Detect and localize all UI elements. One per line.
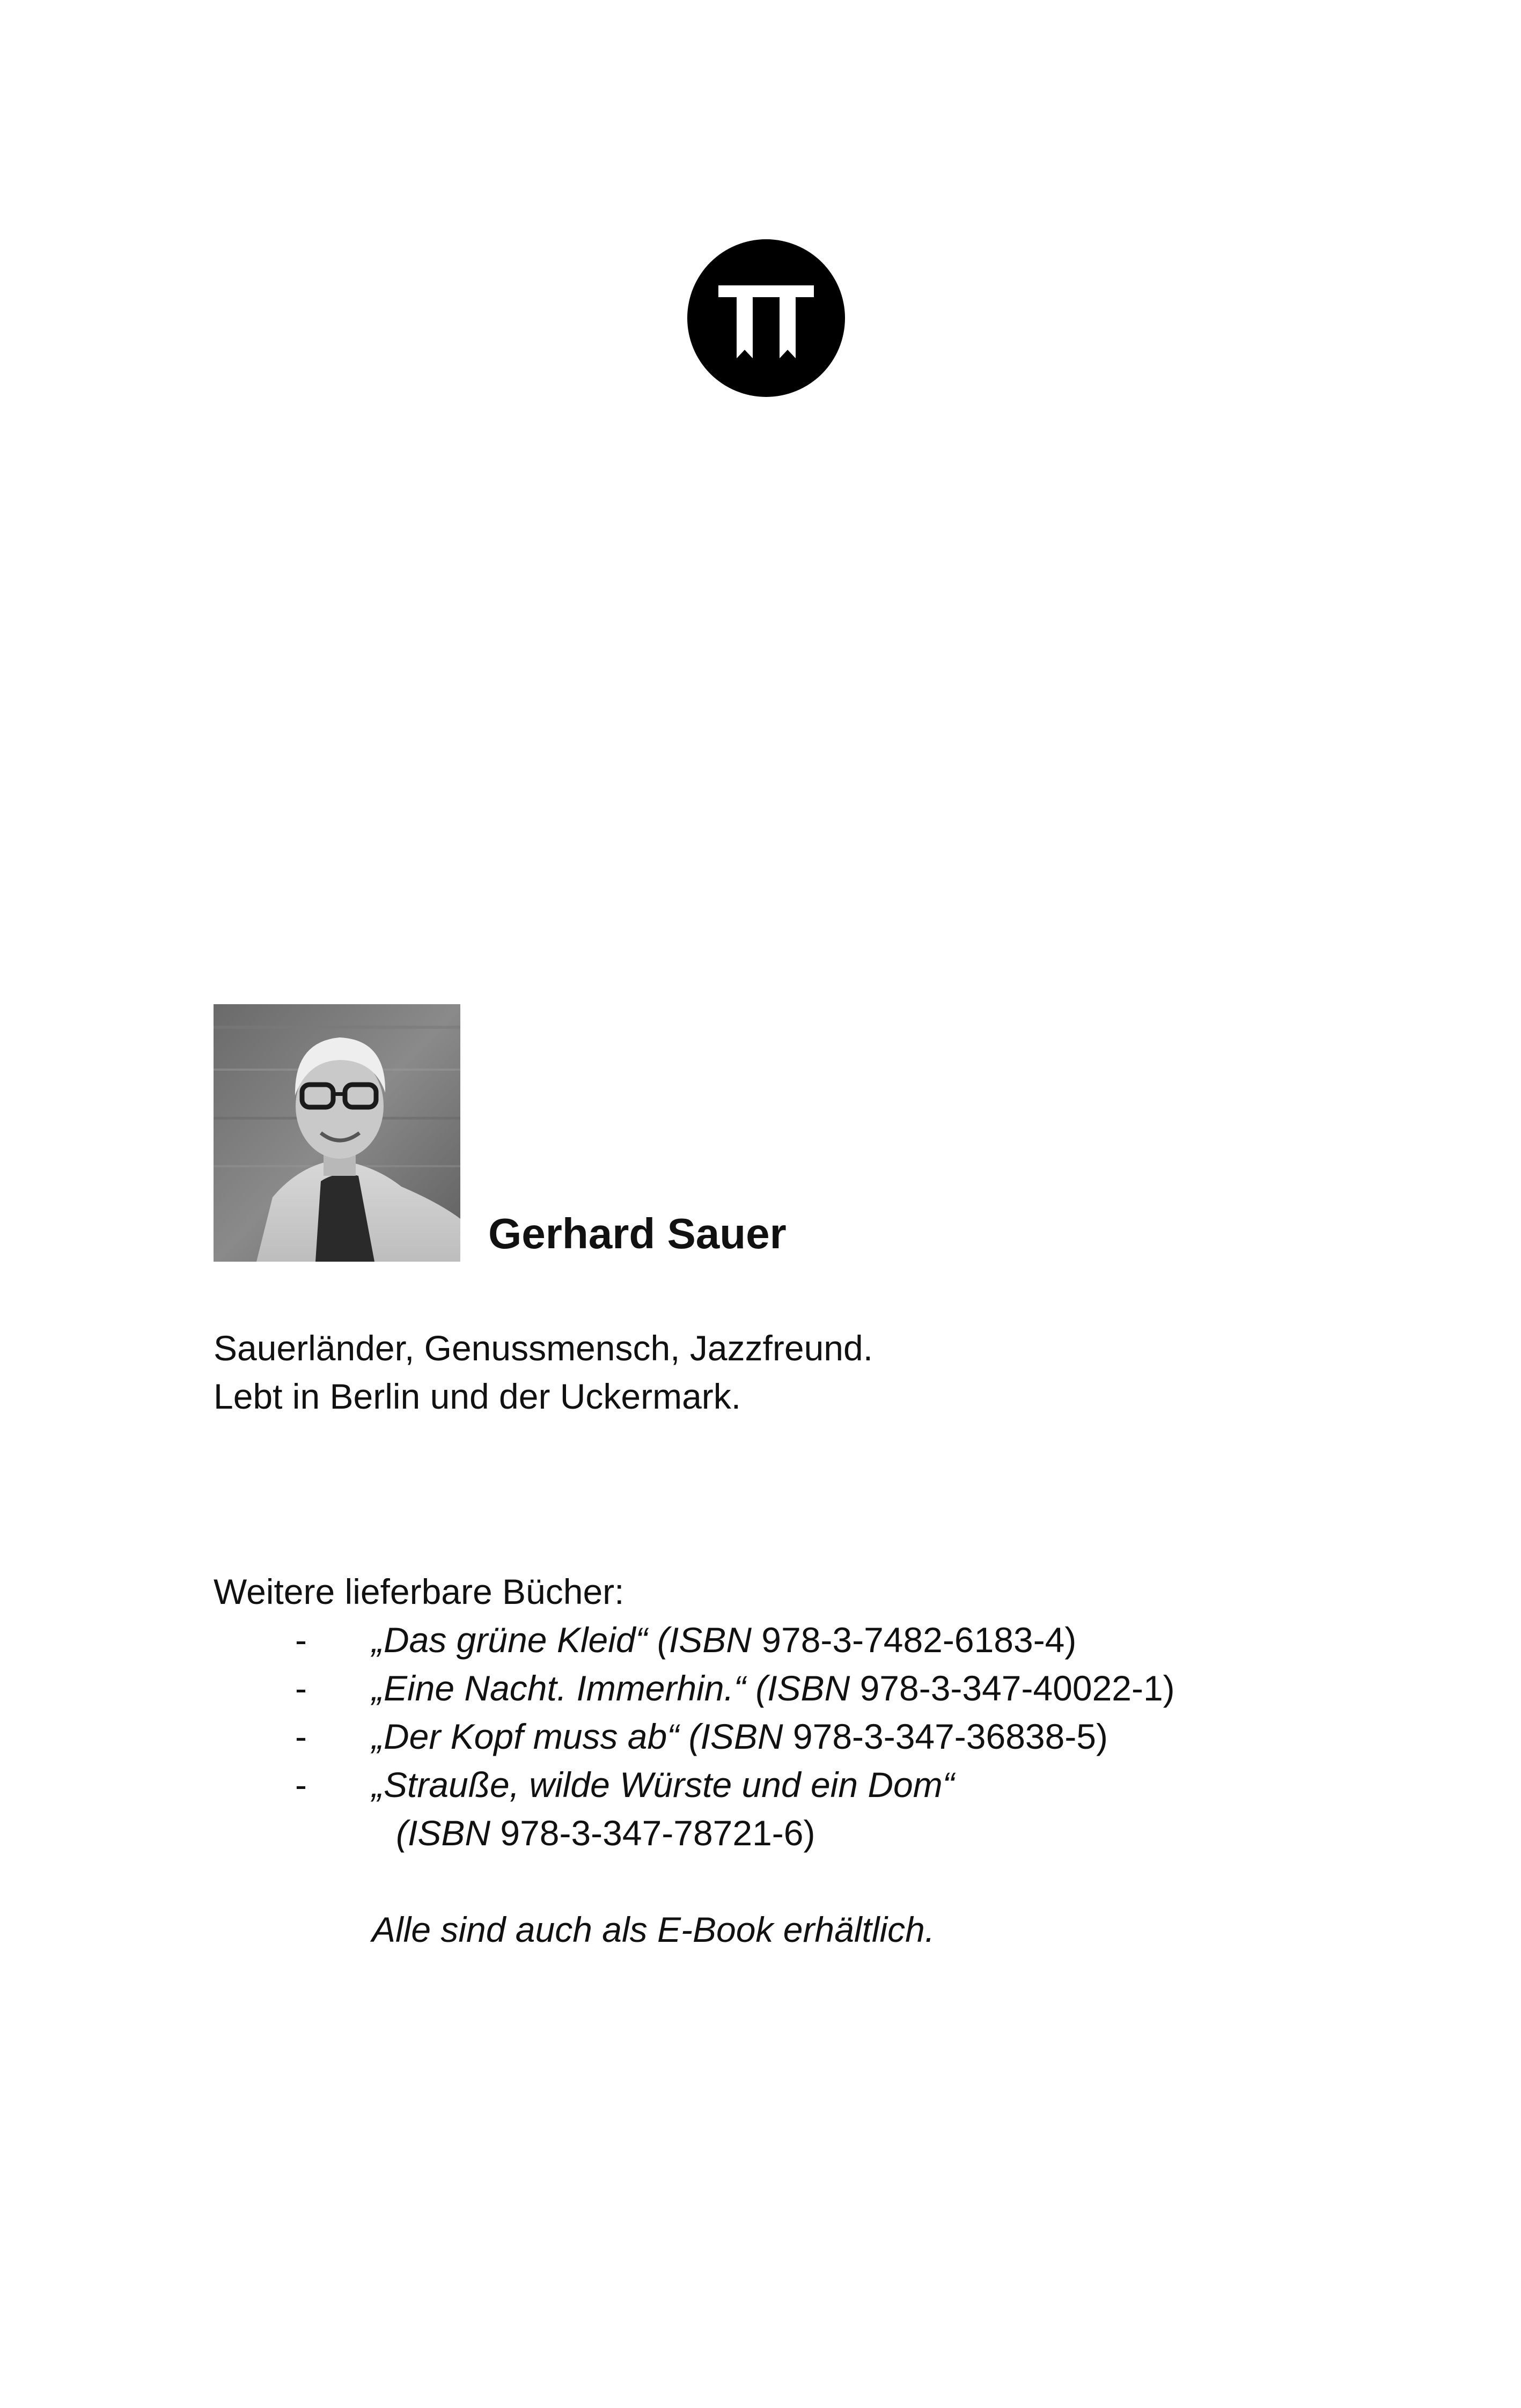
list-dash: -	[295, 1717, 307, 1756]
author-name: Gerhard Sauer	[488, 1210, 787, 1257]
book-list	[214, 1616, 1175, 1857]
isbn-label: (ISBN	[396, 1813, 491, 1853]
publisher-logo-icon	[687, 239, 845, 397]
book-title: „Der Kopf muss ab“	[372, 1717, 679, 1756]
list-item	[214, 1616, 1175, 1664]
list-dash: -	[295, 1668, 307, 1708]
bio-line: Sauerländer, Genussmensch, Jazzfreund.	[214, 1328, 873, 1368]
list-dash: -	[295, 1765, 307, 1805]
list-item	[214, 1664, 1175, 1712]
book-title: „Das grüne Kleid“	[372, 1620, 648, 1660]
isbn-label: (ISBN	[688, 1717, 783, 1756]
isbn-number: 978-3-7482-6183-4)	[761, 1620, 1077, 1660]
book-title: „Eine Nacht. Immerhin.“	[372, 1668, 746, 1708]
isbn-label: (ISBN	[755, 1668, 850, 1708]
isbn-number: 978-3-347-36838-5)	[792, 1717, 1108, 1756]
isbn-number: 978-3-347-40022-1)	[859, 1668, 1175, 1708]
author-bio	[214, 1324, 873, 1420]
books-heading: Weitere lieferbare Bücher:	[214, 1572, 624, 1611]
list-dash: -	[295, 1620, 307, 1660]
author-portrait-photo	[214, 1004, 460, 1262]
isbn-label: (ISBN	[657, 1620, 752, 1660]
ebook-note: Alle sind auch als E-Book erhältlich.	[372, 1910, 935, 1949]
bio-line: Lebt in Berlin und der Uckermark.	[214, 1376, 741, 1416]
list-item	[214, 1761, 1175, 1857]
isbn-number: 978-3-347-78721-6)	[500, 1813, 815, 1853]
list-item	[214, 1712, 1175, 1761]
book-title: „Strauße, wilde Würste und ein Dom“	[372, 1765, 954, 1805]
